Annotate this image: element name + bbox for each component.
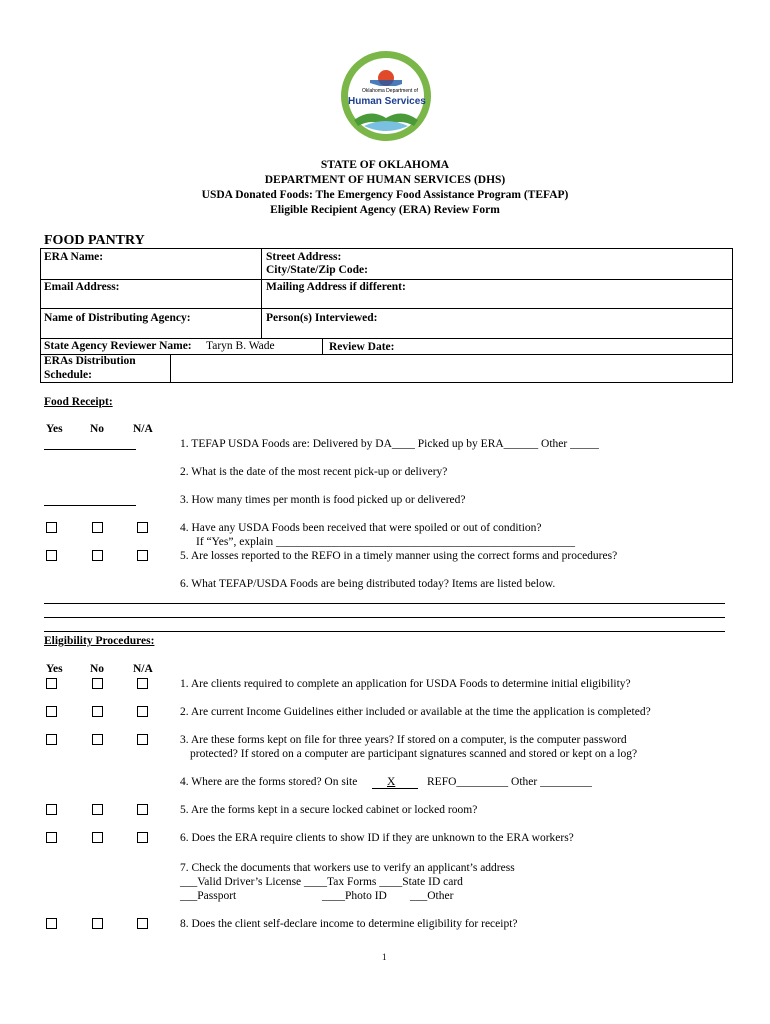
col-no: No xyxy=(90,423,105,435)
el-question-7: 7. Check the documents that workers use to verify an applicant’s address xyxy=(180,862,515,874)
header-line-2: DEPARTMENT OF HUMAN SERVICES (DHS) xyxy=(264,174,506,186)
el-question-6: 6. Does the ERA require clients to show ID if they are unknown to the ERA workers? xyxy=(180,832,574,844)
el-q6-na-checkbox[interactable] xyxy=(137,832,148,843)
col-na: N/A xyxy=(133,423,153,435)
el-q3-no-checkbox[interactable] xyxy=(92,734,103,745)
fr-q4-yes-checkbox[interactable] xyxy=(46,522,57,533)
el-question-4-rest: REFO_________ Other _________ xyxy=(427,776,592,788)
col-yes: Yes xyxy=(46,423,63,435)
review-date-label: Review Date: xyxy=(329,341,395,353)
el-q5-yes-checkbox[interactable] xyxy=(46,804,57,815)
el-question-3-cont: protected? If stored on a computer are participant signatures scanned and stored or kept on a log? xyxy=(190,748,638,760)
era-name-label: ERA Name: xyxy=(44,251,104,263)
el-q3-na-checkbox[interactable] xyxy=(137,734,148,745)
schedule-label-1: ERAs Distribution xyxy=(44,355,136,367)
schedule-label-2: Schedule: xyxy=(44,369,92,381)
fr-question-2: 2. What is the date of the most recent pick-up or delivery? xyxy=(180,466,448,478)
reviewer-name-label: State Agency Reviewer Name: xyxy=(44,340,192,352)
header-line-1: STATE OF OKLAHOMA xyxy=(320,159,450,171)
el-q7-photo-id[interactable]: ____Photo ID xyxy=(322,890,387,902)
el-col-na: N/A xyxy=(133,663,153,675)
eligibility-title: Eligibility Procedures: xyxy=(44,635,155,647)
el-q8-no-checkbox[interactable] xyxy=(92,918,103,929)
el-col-yes: Yes xyxy=(46,663,63,675)
fr-answer-line-2[interactable] xyxy=(44,449,136,450)
fr-question-1: 1. TEFAP USDA Foods are: Delivered by DA____ Picked up by ERA______ Other _____ xyxy=(180,438,599,450)
city-state-zip-label: City/State/Zip Code: xyxy=(266,264,368,276)
fr-question-4: 4. Have any USDA Foods been received that were spoiled or out of condition? xyxy=(180,522,542,534)
logo-line1: Oklahoma Department of xyxy=(362,88,418,94)
el-q7-options-row1[interactable]: ___Valid Driver’s License ____Tax Forms ____State ID card xyxy=(180,876,463,888)
fr-items-line-1[interactable] xyxy=(44,603,725,604)
fr-q4-na-checkbox[interactable] xyxy=(137,522,148,533)
el-q2-na-checkbox[interactable] xyxy=(137,706,148,717)
fr-answer-line-3[interactable] xyxy=(44,505,136,506)
el-q6-no-checkbox[interactable] xyxy=(92,832,103,843)
header-line-3: USDA Donated Foods: The Emergency Food Assistance Program (TEFAP) xyxy=(201,189,569,201)
fr-question-5: 5. Are losses reported to the REFO in a timely manner using the correct forms and procedures? xyxy=(180,550,618,562)
fr-q5-yes-checkbox[interactable] xyxy=(46,550,57,561)
dhs-logo xyxy=(340,50,432,142)
fr-q5-no-checkbox[interactable] xyxy=(92,550,103,561)
fr-items-line-3[interactable] xyxy=(44,631,725,632)
page-number: 1 xyxy=(382,952,387,962)
el-q1-no-checkbox[interactable] xyxy=(92,678,103,689)
el-col-no: No xyxy=(90,663,105,675)
logo-line2: Human Services xyxy=(348,96,426,107)
el-q8-yes-checkbox[interactable] xyxy=(46,918,57,929)
fr-items-line-2[interactable] xyxy=(44,617,725,618)
header-line-4: Eligible Recipient Agency (ERA) Review Form xyxy=(270,204,500,216)
fr-q5-na-checkbox[interactable] xyxy=(137,550,148,561)
el-q7-passport[interactable]: ___Passport xyxy=(180,890,237,902)
reviewer-name-value: Taryn B. Wade xyxy=(206,340,275,352)
el-q5-no-checkbox[interactable] xyxy=(92,804,103,815)
el-question-3: 3. Are these forms kept on file for three years? If stored on a computer, is the computer password xyxy=(180,734,627,746)
el-q1-yes-checkbox[interactable] xyxy=(46,678,57,689)
fr-question-4-explain: If “Yes”, explain ____________________________________________________ xyxy=(196,536,575,548)
el-q3-yes-checkbox[interactable] xyxy=(46,734,57,745)
persons-interviewed-label: Person(s) Interviewed: xyxy=(266,312,378,324)
el-question-5: 5. Are the forms kept in a secure locked cabinet or locked room? xyxy=(180,804,478,816)
email-label: Email Address: xyxy=(44,281,120,293)
el-question-2: 2. Are current Income Guidelines either included or available at the time the application is completed? xyxy=(180,706,651,718)
el-question-1: 1. Are clients required to complete an application for USDA Foods to determine initial eligibility? xyxy=(180,678,631,690)
el-q5-na-checkbox[interactable] xyxy=(137,804,148,815)
street-address-label: Street Address: xyxy=(266,251,342,263)
el-question-4: 4. Where are the forms stored? On site xyxy=(180,776,358,788)
fr-q4-no-checkbox[interactable] xyxy=(92,522,103,533)
el-q2-no-checkbox[interactable] xyxy=(92,706,103,717)
el-q2-yes-checkbox[interactable] xyxy=(46,706,57,717)
fr-question-6: 6. What TEFAP/USDA Foods are being distributed today? Items are listed below. xyxy=(180,578,556,590)
el-q8-na-checkbox[interactable] xyxy=(137,918,148,929)
food-receipt-title: Food Receipt: xyxy=(44,396,113,408)
el-q4-onsite-mark[interactable]: X xyxy=(387,776,396,788)
el-q1-na-checkbox[interactable] xyxy=(137,678,148,689)
el-q6-yes-checkbox[interactable] xyxy=(46,832,57,843)
fr-question-3: 3. How many times per month is food picked up or delivered? xyxy=(180,494,466,506)
distributing-agency-label: Name of Distributing Agency: xyxy=(44,312,191,324)
el-q7-other[interactable]: ___Other xyxy=(410,890,454,902)
el-question-8: 8. Does the client self-declare income to determine eligibility for receipt? xyxy=(180,918,518,930)
mailing-address-label: Mailing Address if different: xyxy=(266,281,406,293)
section-title: FOOD PANTRY xyxy=(44,233,145,248)
